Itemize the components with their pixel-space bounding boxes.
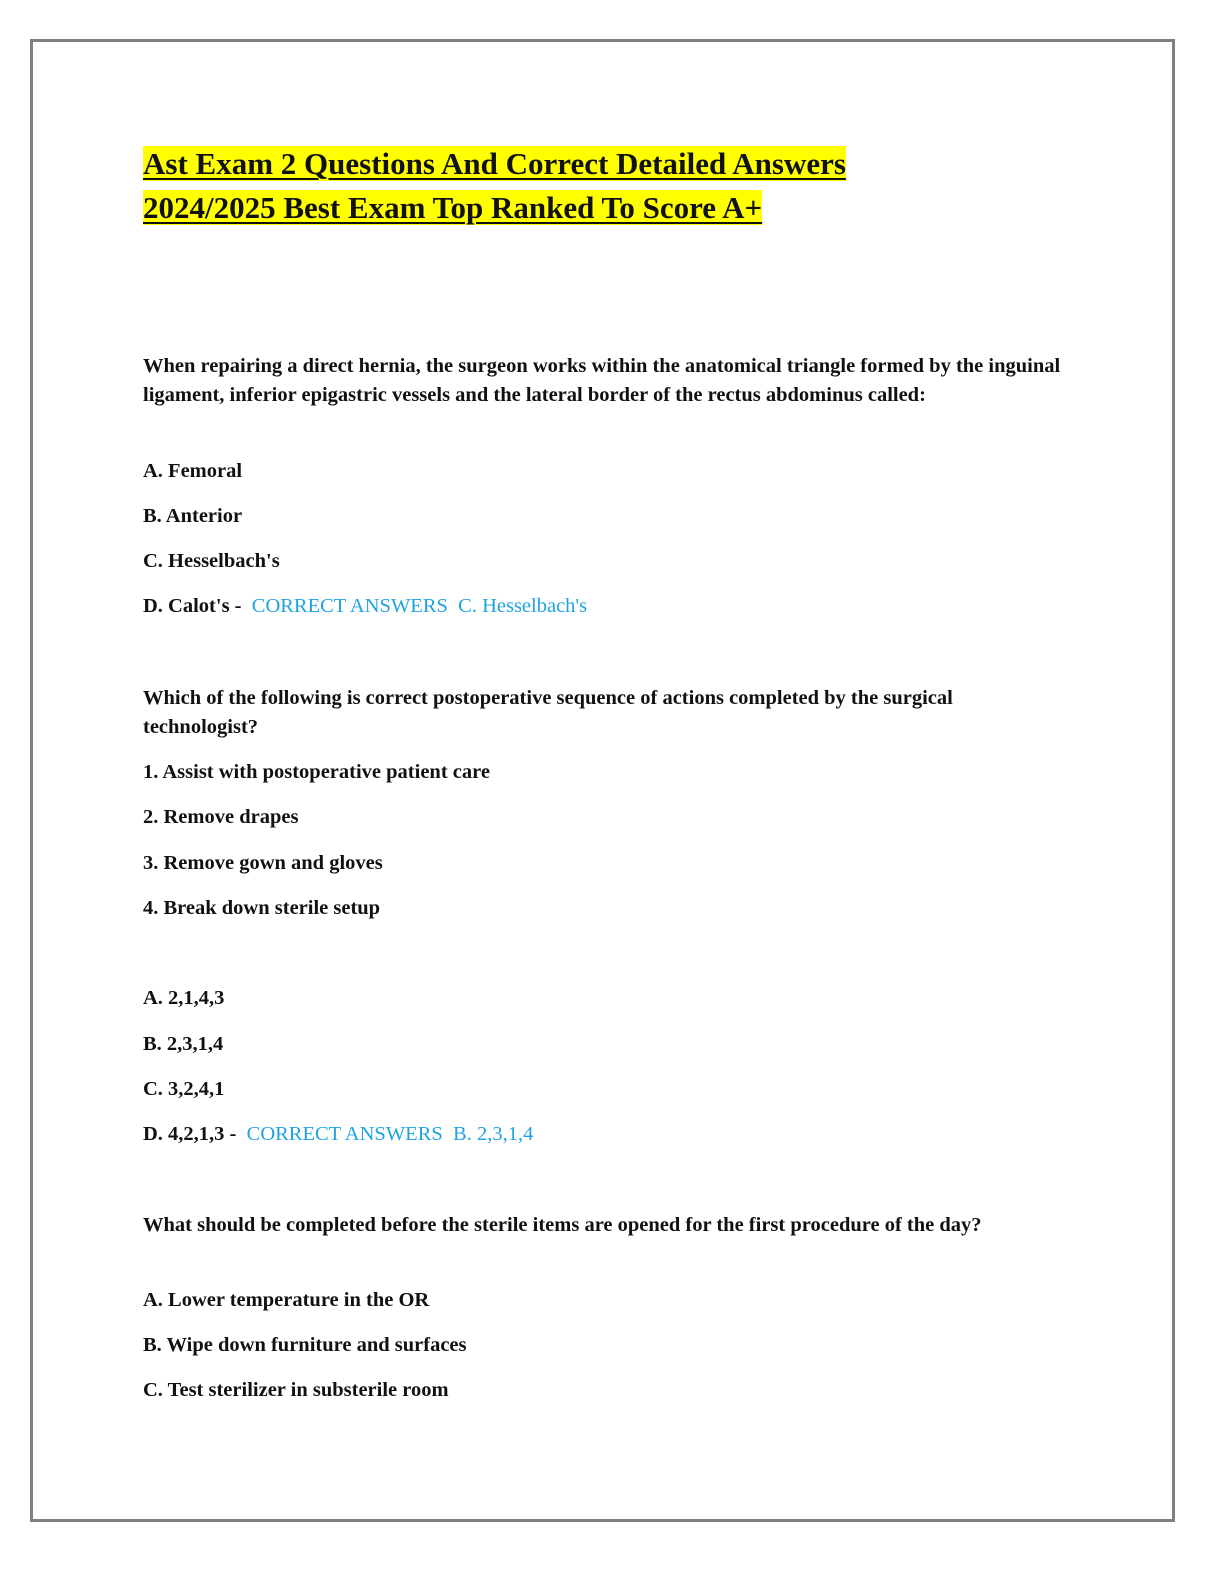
question-2-step-2: 2. Remove drapes [143,806,299,828]
title-line-1: Ast Exam 2 Questions And Correct Detailed Answers [143,146,846,181]
question-3-option-c: C. Test sterilizer in substerile room [143,1379,449,1401]
question-2-text: Which of the following is correct postoperative sequence of actions completed by the surgical technologist? [143,687,953,738]
question-2-step-3: 3. Remove gown and gloves [143,852,383,874]
question-2-answer: B. 2,3,1,4 [453,1123,534,1145]
question-2-option-a: A. 2,1,4,3 [143,987,225,1009]
document-title [143,142,846,230]
question-1-answer: C. Hesselbach's [458,595,588,617]
question-1-option-c: C. Hesselbach's [143,550,280,572]
question-3-option-a: A. Lower temperature in the OR [143,1289,430,1311]
question-1-answer-label: CORRECT ANSWERS [251,595,448,617]
question-2-step-1: 1. Assist with postoperative patient care [143,761,490,783]
question-2-option-b: B. 2,3,1,4 [143,1033,224,1055]
question-1-option-a: A. Femoral [143,460,243,482]
question-1-text: When repairing a direct hernia, the surgeon works within the anatomical triangle formed by the inguinal ligament, inferior epigastric vessels and the lateral border of the rectus abdominus called: [143,355,1061,406]
question-2-option-d-text: D. 4,2,1,3 - [143,1123,237,1145]
question-1-option-d-text: D. Calot's - [143,595,242,617]
question-3-option-b: B. Wipe down furniture and surfaces [143,1334,467,1356]
question-2-answer-label: CORRECT ANSWERS [246,1123,443,1145]
question-2-option-d [143,1120,533,1149]
question-2-step-4: 4. Break down sterile setup [143,897,381,919]
question-1-option-d [143,592,587,621]
title-line-2: 2024/2025 Best Exam Top Ranked To Score A+ [143,190,763,225]
question-3-text: What should be completed before the sterile items are opened for the first procedure of the day? [143,1214,982,1236]
question-2-option-c: C. 3,2,4,1 [143,1078,225,1100]
question-1-option-b: B. Anterior [143,505,243,527]
